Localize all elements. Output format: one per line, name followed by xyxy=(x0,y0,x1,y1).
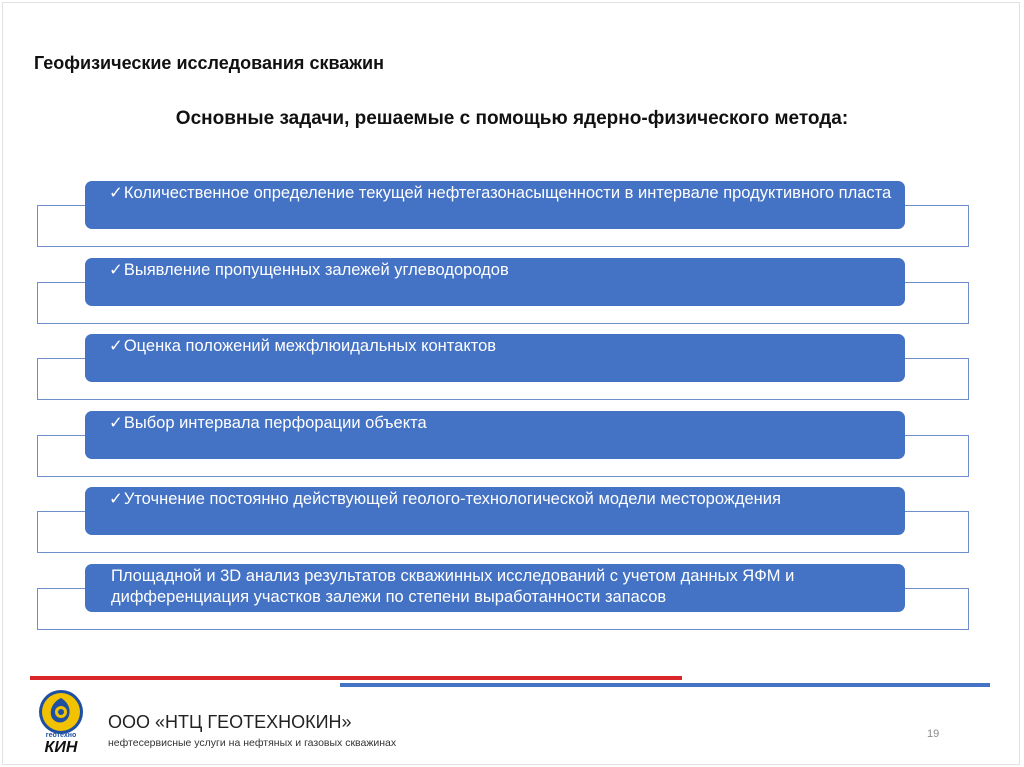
task-text: Количественное определение текущей нефтегазонасыщенности в интервале продуктивного пласта xyxy=(123,184,892,202)
logo-text-bottom: КИН xyxy=(44,739,78,754)
task-item xyxy=(0,181,1024,251)
task-text: Оценка положений межфлюидальных контактов xyxy=(123,337,497,355)
check-icon: ✓ xyxy=(109,490,123,508)
task-item xyxy=(0,258,1024,328)
footer-divider-red xyxy=(30,676,682,680)
task-item xyxy=(0,564,1024,634)
logo-icon xyxy=(34,688,90,754)
task-box xyxy=(85,181,905,229)
company-tagline: нефтесервисные услуги на нефтяных и газовых скважинах xyxy=(108,737,397,749)
task-text: Уточнение постоянно действующей геолого-технологической модели месторождения xyxy=(123,490,781,508)
check-icon: ✓ xyxy=(109,337,123,355)
task-box xyxy=(85,487,905,535)
check-icon: ✓ xyxy=(109,184,123,202)
task-item xyxy=(0,487,1024,557)
task-box xyxy=(85,258,905,306)
task-item xyxy=(0,334,1024,404)
task-text: Выявление пропущенных залежей углеводородов xyxy=(123,261,509,279)
task-box xyxy=(85,564,905,612)
task-text: Площадной и 3D анализ результатов скважинных исследований с учетом данных ЯФМ и дифференциация участков залежи по степени выработанности запасов xyxy=(111,567,795,606)
company-logo xyxy=(34,688,90,754)
task-text: Выбор интервала перфорации объекта xyxy=(123,414,427,432)
task-item xyxy=(0,411,1024,481)
slide-title: Геофизические исследования скважин xyxy=(34,53,384,73)
task-box xyxy=(85,334,905,382)
check-icon: ✓ xyxy=(109,261,123,279)
company-name: ООО «НТЦ ГЕОТЕХНОКИН» xyxy=(108,712,352,732)
slide-subtitle: Основные задачи, решаемые с помощью ядерно-физического метода: xyxy=(175,108,849,129)
footer-divider-blue xyxy=(340,683,990,687)
check-icon: ✓ xyxy=(109,414,123,432)
page-number: 19 xyxy=(927,728,940,740)
task-box xyxy=(85,411,905,459)
logo-text-top: геотехно xyxy=(45,732,77,739)
